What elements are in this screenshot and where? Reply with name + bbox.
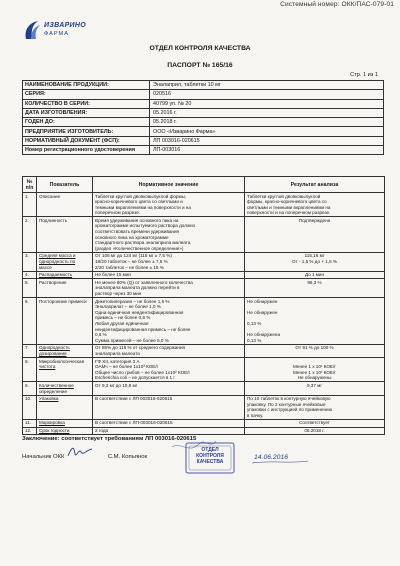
row-number: 4. (23, 271, 37, 279)
row-number: 9. (23, 382, 37, 395)
cell-line: (раздел «Количественное определение») (95, 245, 184, 251)
cell-line: 96,3 % (307, 279, 322, 285)
product-info-table (22, 80, 384, 155)
cell-line: Не обнаружены (297, 375, 332, 381)
row-norm (93, 279, 245, 298)
analysis-row (23, 193, 385, 217)
info-label: ДАТА ИЗГОТОВЛЕНИЯ: (23, 108, 150, 117)
cell-line: Соответствует (299, 420, 330, 426)
cell-line: дозирования (39, 350, 67, 356)
cell-line: От 85% до 115 % от среднего содержания (95, 345, 186, 351)
cell-line: массе (39, 264, 52, 270)
cell-line: Количественное (39, 382, 74, 388)
cell-line: 9,37 мг (306, 382, 323, 388)
row-norm (93, 427, 245, 435)
info-label: Номер регистрационного удостоверения (23, 146, 150, 155)
cell-line: От 91 % до 100 % (295, 345, 334, 351)
row-indicator (37, 252, 93, 271)
row-indicator (37, 427, 93, 435)
passport-title: ПАСПОРТ № 165/16 (167, 62, 233, 69)
info-label: ГОДЕН ДО: (23, 118, 150, 127)
logo-sub: ФАРМА (44, 31, 69, 37)
info-label: ПРЕДПРИЯТИЕ ИЗГОТОВИТЕЛЬ: (23, 127, 150, 136)
analysis-row (23, 298, 385, 345)
row-result (245, 344, 385, 357)
row-norm (93, 419, 245, 427)
cell-line: Не обнаружен (247, 298, 278, 304)
cell-line: 0,13 % (247, 337, 262, 343)
analysis-row (23, 419, 385, 427)
cell-line: От 106 мг до 124 мг (115 мг ± 7,5 %) (95, 253, 172, 259)
analysis-row (23, 395, 385, 419)
cell-line: поперечном разрезе. (95, 210, 141, 216)
cell-line: в пачку. (247, 412, 264, 418)
row-number: 5. (23, 279, 37, 298)
logo-name: ИЗВАРИНО (44, 22, 86, 29)
cell-line: упаковки с инструкцией по применению (247, 407, 333, 413)
row-result (245, 427, 385, 435)
row-number: 7. (23, 344, 37, 357)
logo-mark-icon (22, 19, 42, 41)
info-value: 020516 (150, 90, 384, 99)
cell-line: эналаприла малеата (95, 350, 140, 356)
cell-line: Срок годности (39, 428, 70, 434)
cell-line: Эналаприлат – не более 1,0 % (95, 304, 161, 310)
cell-line: От - 1,5 % до + 1,6 % (292, 259, 337, 265)
row-result (245, 382, 385, 395)
row-number: 11. (23, 419, 37, 427)
cell-line: Не обнаружен (247, 309, 278, 315)
company-logo (22, 19, 84, 45)
cell-line: Таблетки круглой двояковыпуклой (247, 193, 321, 199)
department-title: ОТДЕЛ КОНТРОЛЯ КАЧЕСТВА (149, 45, 251, 52)
cell-line: формы, красно-коричневого цвета со (247, 199, 327, 205)
handwritten-signature (66, 444, 94, 460)
cell-line: 2/20 таблеток – не более ± 15 % (95, 264, 164, 270)
cell-line: Микробиологическая (39, 358, 85, 364)
cell-line: 2 года (95, 428, 109, 434)
row-norm (93, 271, 245, 279)
cell-line: Время удерживания основного пика на (95, 217, 179, 223)
analysis-row (23, 382, 385, 395)
cell-line: поверхности и на поперечном разрезе. (247, 210, 331, 216)
cell-line: Упаковка (39, 396, 59, 402)
row-norm (93, 298, 245, 345)
row-indicator (37, 279, 93, 298)
row-indicator (37, 419, 93, 427)
cell-line: Описание (39, 193, 61, 199)
analysis-row (23, 358, 385, 382)
cell-line: Одна единичная неидентифицированная (95, 309, 184, 315)
cell-line: определение (39, 388, 68, 394)
cell-line: Менее 1 x 10¹ КОЕ/г (293, 369, 336, 375)
info-row (23, 127, 384, 136)
row-indicator (37, 395, 93, 419)
row-result (245, 279, 385, 298)
info-value: ЛП-003016 (150, 146, 384, 155)
col-header-num: № п/п (23, 177, 37, 193)
row-result (245, 271, 385, 279)
analysis-row (23, 344, 385, 357)
cell-line: основного пика на хроматограмме (95, 234, 169, 240)
analysis-table (22, 176, 385, 435)
row-norm (93, 382, 245, 395)
col-header-indicator: Показатель (37, 177, 93, 193)
info-row (23, 81, 384, 90)
cell-line: светлыми и темными вкраплениями на (247, 204, 331, 210)
signature-name: С.М. Копьянок (107, 454, 148, 460)
cell-line: красно-коричневого цвета со светлыми и (95, 199, 183, 205)
cell-line: 0,13 % (247, 320, 262, 326)
info-value: Эналаприл, таблетки 10 мг (150, 81, 384, 90)
row-number: 2. (23, 217, 37, 253)
analysis-row (23, 252, 385, 271)
cell-line: однородность по (39, 259, 76, 265)
info-row (23, 99, 384, 108)
row-result (245, 395, 385, 419)
cell-line: Таблетки круглой двояковыпуклой формы, (95, 193, 187, 199)
row-result (245, 193, 385, 217)
cell-line: Сумма примесей – не более 5,0 % (95, 337, 169, 343)
analysis-row (23, 271, 385, 279)
cell-line: Распадаемость (39, 272, 73, 278)
cell-line: Посторонние примеси (39, 298, 87, 304)
cell-line: Подтверждена (298, 217, 331, 223)
col-header-norm: Нормативное значение (93, 177, 245, 193)
row-norm (93, 217, 245, 253)
info-label: НОРМАТИВНЫЙ ДОКУМЕНТ (ФСП): (23, 136, 150, 145)
row-indicator (37, 271, 93, 279)
cell-line: 05.2018 г. (304, 428, 325, 434)
cell-line: 115,16 мг (304, 253, 325, 259)
info-label: КОЛИЧЕСТВО В СЕРИИ: (23, 99, 150, 108)
stamp-text: ОТДЕЛ КОНТРОЛЯ КАЧЕСТВА (196, 447, 224, 465)
cell-line: Escherichia coli – не допускается в 1 г (95, 375, 176, 381)
row-norm (93, 193, 245, 217)
cell-line: стандартного раствора эналаприла малеата (95, 240, 191, 246)
row-result (245, 298, 385, 345)
row-result (245, 252, 385, 271)
cell-line: примесь – не более 0,6 % (95, 315, 151, 321)
analysis-row (23, 217, 385, 253)
page-info: Стр. 1 из 1 (350, 72, 378, 78)
row-result (245, 217, 385, 253)
row-result (245, 358, 385, 382)
cell-line: Менее 1 x 10¹ КОЕ/г (293, 364, 336, 370)
col-header-result: Результат анализа (245, 177, 385, 193)
analysis-row (23, 427, 385, 435)
cell-line: Маркировка (39, 420, 65, 426)
info-row (23, 90, 384, 99)
cell-line: раствор через 30 мин (95, 291, 142, 296)
cell-line: Не более 15 мин (95, 272, 131, 278)
info-value: 05.2016 г. (150, 108, 384, 117)
cell-line: 18/20 таблеток – не более ± 7,5 % (95, 259, 168, 265)
row-number: 10. (23, 395, 37, 419)
cell-line: темными вкраплениями на поверхности и на (95, 204, 191, 210)
cell-line: Общее число грибов – не более 1x10² КОЕ/г (95, 369, 191, 375)
info-row (23, 136, 384, 145)
row-indicator (37, 217, 93, 253)
row-norm (93, 344, 245, 357)
cell-line: упаковку. По 2 контурные ячейковые (247, 401, 326, 407)
cell-line: чистота (39, 364, 56, 370)
info-value: 40799 уп. № 20 (150, 99, 384, 108)
row-indicator (37, 298, 93, 345)
row-number: 3. (23, 252, 37, 271)
info-row (23, 118, 384, 127)
row-indicator (37, 382, 93, 395)
row-number: 6. (23, 298, 37, 345)
row-norm (93, 252, 245, 271)
cell-line: эналаприла малеата должно перейти в (95, 285, 180, 291)
cell-line: 0,6 % (95, 332, 107, 338)
cell-line: Средняя масса и (39, 253, 76, 259)
cell-line: ГФ XII, категория 3 А (95, 358, 140, 364)
analysis-row (23, 279, 385, 298)
info-label: НАИМЕНОВАНИЕ ПРОДУКЦИИ: (23, 81, 150, 90)
cell-line: Любая другая единичная (95, 320, 149, 326)
info-value: 05.2018 г. (150, 118, 384, 127)
cell-line: До 1 мин (304, 272, 325, 278)
analysis-table-header (23, 177, 385, 193)
row-indicator (37, 193, 93, 217)
cell-line: Однородность (39, 345, 70, 351)
handwritten-date: 14.06.2016 (254, 454, 289, 461)
cell-line: Не обнаружена (247, 332, 280, 338)
row-norm (93, 358, 245, 382)
signature-label: Начальник ОКК (22, 454, 65, 460)
conclusion: Заключение: соответствует требованиям ЛП 003016-020615 (22, 436, 197, 442)
row-norm (93, 395, 245, 419)
cell-line: неидентифицированная примесь – не более (95, 326, 191, 332)
cell-line: От 9,3 мг до 10,8 мг (95, 382, 138, 388)
row-result (245, 419, 385, 427)
row-number: 1. (23, 193, 37, 217)
info-label: СЕРИЯ: (23, 90, 150, 99)
info-value: ЛП 003016-020615 (150, 136, 384, 145)
cell-line: Подлинность (39, 217, 68, 223)
cell-line: Растворение (39, 279, 67, 285)
info-row (23, 108, 384, 117)
row-number: 8. (23, 358, 37, 382)
cell-line: ОАМч – не более 1x10³ КОЕ/г (95, 364, 159, 370)
cell-line: Дикетопиперазин – не более 1,5 % (95, 298, 170, 304)
cell-line: хроматограмме испытуемого раствора должно (95, 223, 196, 229)
cell-line: В соответствии с ЛП-003016-020615 (95, 420, 173, 426)
cell-line: Не менее 80% (Q) от заявленного количества (95, 279, 193, 285)
row-number: 12. (23, 427, 37, 435)
cell-line: соответствовать времени удерживания (95, 229, 180, 235)
system-number: Системный номер: ОКК/ПАС-079-01 (280, 1, 394, 8)
cell-line: В соответствии с ЛП 003016-020615 (95, 396, 173, 402)
cell-line: По 10 таблеток в контурную ячейковую (247, 396, 331, 402)
info-value: ООО «Изварино Фарма» (150, 127, 384, 136)
row-indicator (37, 358, 93, 382)
row-indicator (37, 344, 93, 357)
info-row (23, 146, 384, 155)
